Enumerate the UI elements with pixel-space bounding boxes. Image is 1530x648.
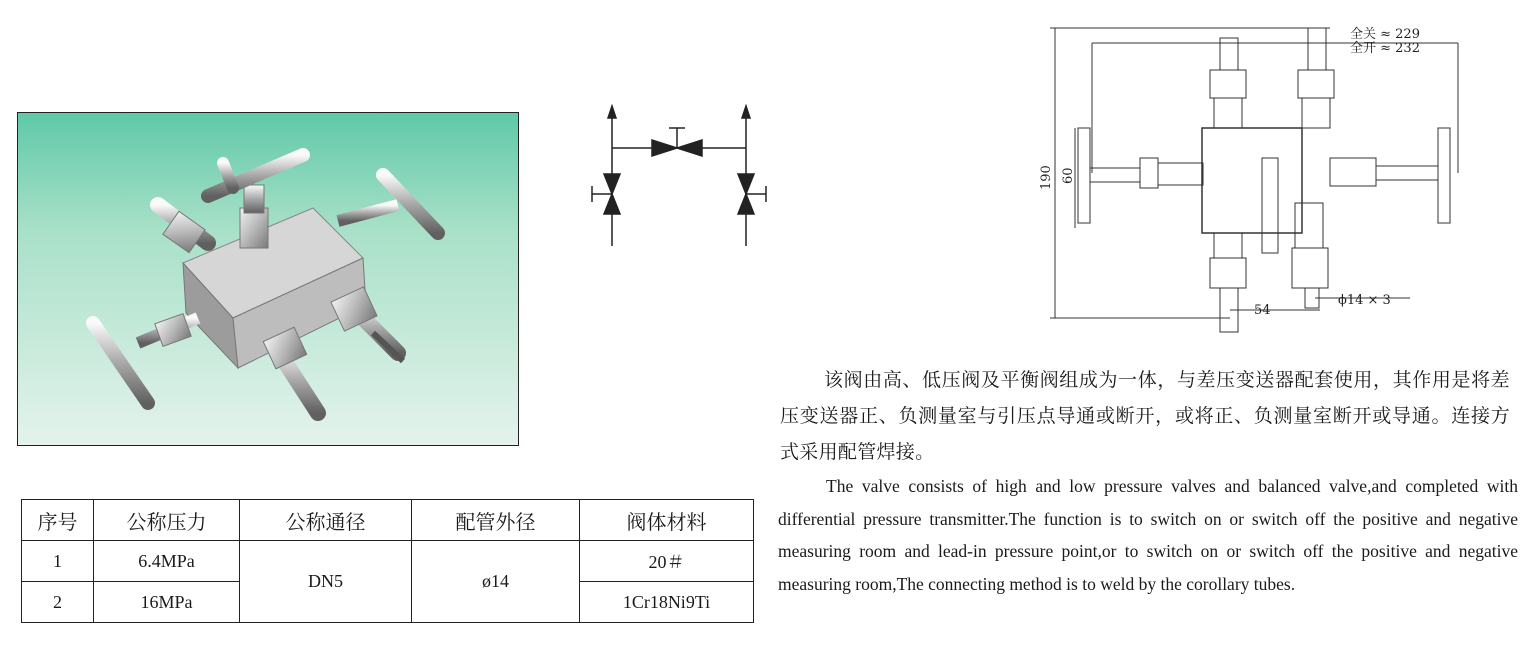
row1-material: 20＃: [580, 541, 754, 582]
description-english: The valve consists of high and low pressure valves and balanced valve,and completed with differential pressure transmitter.The function is to switch on or switch off the positive and negative measuring room and lead-in pressure point,or to switch on or switch off the positive and negative measuring room,The connecting method is to weld by the corollary tubes.: [778, 476, 1518, 594]
row1-pressure: 6.4MPa: [94, 541, 240, 582]
offset-dimension-label: 54: [1254, 303, 1271, 318]
row2-material: 1Cr18Ni9Ti: [580, 582, 754, 623]
table-row: [22, 541, 754, 582]
row2-no: 2: [22, 582, 94, 623]
pipe-dimension-label: ϕ14 × 3: [1338, 293, 1391, 308]
header-diameter: 公称通径: [240, 500, 412, 541]
pipe-cell: ø14: [412, 541, 580, 623]
height-dimension-label: 190: [1039, 165, 1054, 190]
row2-pressure: 16MPa: [94, 582, 240, 623]
row1-no: 1: [22, 541, 94, 582]
header-material: 阀体材料: [580, 500, 754, 541]
valve-manifold-illustration: [18, 113, 518, 445]
description-chinese: 该阀由高、低压阀及平衡阀组成为一体，与差压变送器配套使用，其作用是将差压变送器正、负测量室与引压点导通或断开，或将正、负测量室断开或导通。连接方式采用配管焊接。: [780, 369, 1510, 463]
header-no: 序号: [22, 500, 94, 541]
dimension-drawing: [1030, 18, 1510, 338]
table-header-row: [22, 500, 754, 541]
diameter-cell: DN5: [240, 541, 412, 623]
header-pipe: 配管外径: [412, 500, 580, 541]
open-dimension-label: 全开 ≈ 232: [1350, 41, 1420, 56]
valve-schematic: [580, 96, 780, 256]
product-photo: [17, 112, 519, 446]
spec-table: [21, 499, 754, 623]
inner-dimension-label: 60: [1061, 167, 1076, 184]
header-pressure: 公称压力: [94, 500, 240, 541]
close-dimension-label: 全关 ≈ 229: [1350, 27, 1420, 42]
